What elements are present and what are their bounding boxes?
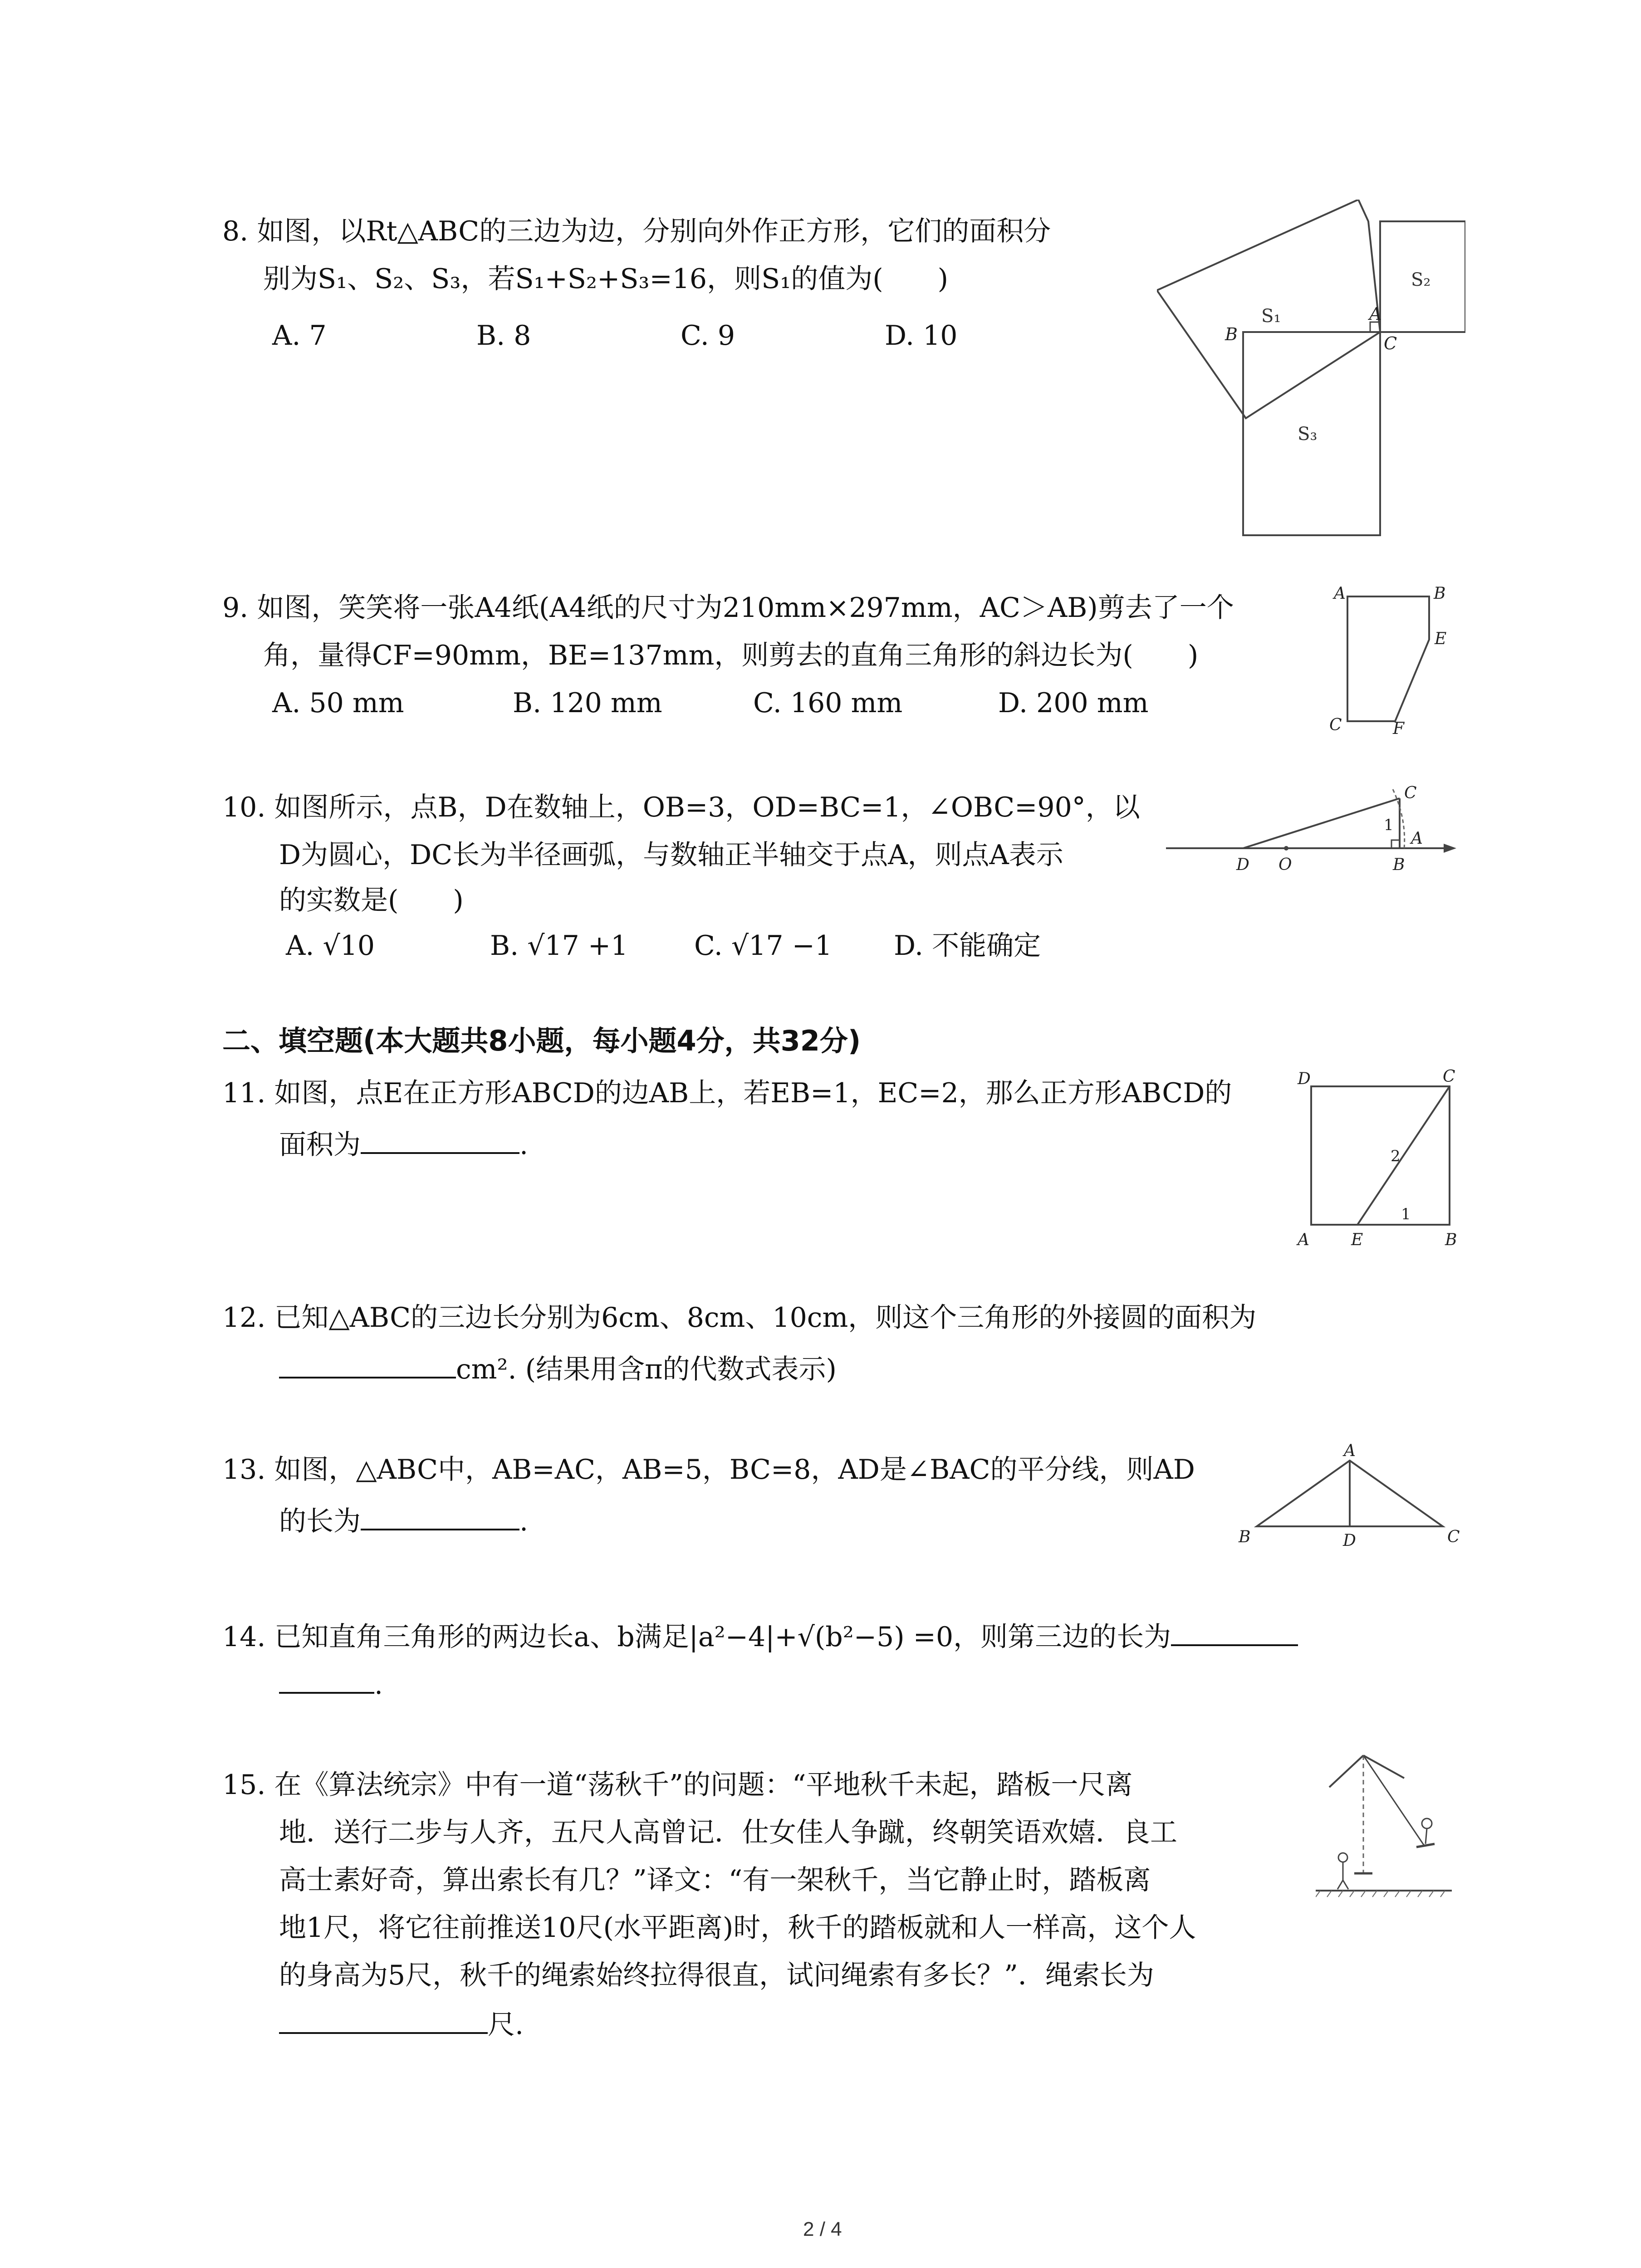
q10-option-d: D. 不能确定 [894, 930, 1041, 962]
q9-label-a: A [1334, 584, 1346, 603]
q8-figure-squares [1157, 200, 1465, 549]
q15-line-6 [279, 2005, 524, 2043]
q11-line-2 [279, 1125, 528, 1163]
q10-right-angle-mark [1391, 840, 1400, 848]
q15-ground-hatching [1316, 1891, 1445, 1897]
q15-line-2: 地．送行二步与人齐，五尺人高曾记．仕女佳人争蹴，终朝笑语欢嬉．良工 [279, 1817, 1177, 1848]
q14-answer-blank-part-1[interactable] [1171, 1617, 1298, 1646]
q10-option-c: C. √17 −1 [694, 930, 833, 962]
q8-label-b: B [1225, 324, 1238, 344]
q15-person-body [1425, 1828, 1427, 1844]
q10-arrow-head [1444, 844, 1456, 853]
q8-line-2: 别为S₁、S₂、S₃，若S₁+S₂+S₃=16，则S₁的值为( ) [263, 263, 949, 295]
q9-label-e: E [1435, 630, 1447, 648]
q15-figure-swing [1316, 1751, 1456, 1901]
q13-label-a: A [1344, 1442, 1356, 1460]
q12-answer-blank[interactable] [279, 1349, 456, 1378]
q10-option-a: A. √10 [286, 930, 375, 962]
q15-standing-person-leg-left [1337, 1880, 1343, 1889]
q10-label-a: A [1411, 829, 1423, 848]
q14-question-text: 14. 已知直角三角形的两边长a、b满足|a²−4|+√(b²−5) =0，则第三边的长为 [222, 1621, 1171, 1653]
q13-text-before-blank: 的长为 [279, 1505, 361, 1537]
q15-board-pushed [1416, 1844, 1435, 1847]
q13-figure-triangle [1234, 1442, 1470, 1551]
q12-line-2 [279, 1349, 837, 1388]
q8-label-c: C [1384, 333, 1397, 353]
q15-swing-frame-right [1363, 1755, 1404, 1778]
q10-label-one: 1 [1384, 816, 1394, 834]
q10-origin-dot [1284, 846, 1288, 850]
q10-line-2: D为圆心，DC长为半径画弧，与数轴正半轴交于点A，则点A表示 [279, 839, 1063, 871]
q11-figure-square [1288, 1066, 1465, 1252]
q12-text-after-blank: cm². (结果用含π的代数式表示) [456, 1354, 837, 1385]
q11-label-one: 1 [1401, 1205, 1411, 1223]
q15-standing-person-head-icon [1338, 1853, 1347, 1862]
q12-line-1: 12. 已知△ABC的三边长分别为6cm、8cm、10cm，则这个三角形的外接圆的面积为 [222, 1302, 1257, 1334]
q9-figure-a4-paper [1320, 581, 1465, 744]
q15-person-head-icon [1422, 1818, 1432, 1828]
q11-label-two: 2 [1391, 1147, 1401, 1165]
q8-label-s3: S₃ [1298, 424, 1318, 445]
page-number: 2 / 4 [803, 2218, 842, 2240]
q15-standing-person-leg-right [1343, 1880, 1348, 1889]
q9-line-2: 角，量得CF=90mm，BE=137mm，则剪去的直角三角形的斜边长为( ) [263, 640, 1199, 671]
q9-label-c: C [1329, 716, 1342, 734]
q11-segment-ec [1357, 1086, 1450, 1225]
q10-label-c: C [1404, 784, 1417, 802]
q9-paper-outline [1347, 596, 1429, 721]
q14-line-1 [222, 1617, 1298, 1655]
q11-text-after-blank: . [519, 1129, 529, 1161]
q13-text-after-blank: . [519, 1505, 529, 1537]
q10-label-b: B [1393, 855, 1405, 874]
q14-text-after-blank: . [374, 1669, 383, 1701]
q10-line-3: 的实数是( ) [279, 885, 464, 916]
q10-line-1: 10. 如图所示，点B，D在数轴上，OB=3，OD=BC=1，∠OBC=90°，以 [222, 792, 1140, 823]
q8-label-a: A [1369, 304, 1382, 324]
q11-square-abcd [1311, 1086, 1450, 1225]
q8-option-d: D. 10 [885, 320, 958, 352]
q13-line-2 [279, 1501, 528, 1540]
q15-line-1: 15. 在《算法统宗》中有一道“荡秋千”的问题：“平地秋千未起，踏板一尺离 [222, 1769, 1133, 1801]
q10-option-b: B. √17 +1 [490, 930, 628, 962]
q13-line-1: 13. 如图，△ABC中，AB=AC，AB=5，BC=8，AD是∠BAC的平分线，则AD [222, 1454, 1195, 1486]
q11-text-before-blank: 面积为 [279, 1129, 361, 1161]
q11-line-1: 11. 如图，点E在正方形ABCD的边AB上，若EB=1，EC=2，那么正方形ABCD的 [222, 1077, 1232, 1109]
q10-label-d: D [1236, 855, 1249, 874]
q8-option-a: A. 7 [272, 320, 327, 352]
q13-label-c: C [1447, 1528, 1460, 1546]
q9-label-b: B [1434, 584, 1446, 603]
q8-option-c: C. 9 [681, 320, 735, 352]
q15-line-4: 地1尺，将它往前推送10尺(水平距离)时，秋千的踏板就和人一样高，这个人 [279, 1912, 1196, 1944]
q11-label-e: E [1351, 1231, 1363, 1249]
q11-label-d: D [1298, 1070, 1311, 1088]
q10-segment-dc [1243, 798, 1400, 848]
q9-option-a: A. 50 mm [272, 687, 404, 719]
q9-option-d: D. 200 mm [998, 687, 1149, 719]
q11-answer-blank[interactable] [361, 1125, 519, 1154]
q13-label-d: D [1343, 1531, 1356, 1550]
q15-swing-frame-left [1329, 1755, 1363, 1787]
q9-label-f: F [1393, 719, 1404, 738]
q8-option-b: B. 8 [476, 320, 531, 352]
q13-answer-blank[interactable] [361, 1501, 519, 1530]
q11-label-a: A [1298, 1231, 1309, 1249]
q9-line-1: 9. 如图，笑笑将一张A4纸(A4纸的尺寸为210mm×297mm，AC＞AB)剪去了一个 [222, 592, 1234, 624]
q15-rope-pushed [1363, 1755, 1425, 1846]
q14-line-2 [279, 1665, 383, 1703]
q10-label-o: O [1279, 855, 1292, 874]
q8-label-s1: S₁ [1261, 306, 1281, 327]
q8-line-1: 8. 如图，以Rt△ABC的三边为边，分别向外作正方形，它们的面积分 [222, 215, 1051, 247]
q9-option-c: C. 160 mm [753, 687, 903, 719]
q11-label-c: C [1443, 1067, 1455, 1086]
q9-option-b: B. 120 mm [513, 687, 662, 719]
q10-figure-number-line [1166, 780, 1456, 880]
section-2-heading: 二、填空题(本大题共8小题，每小题4分，共32分) [222, 1024, 861, 1057]
q13-label-b: B [1239, 1528, 1251, 1546]
q11-label-b: B [1445, 1231, 1457, 1249]
q15-line-5: 的身高为5尺，秋千的绳索始终拉得很直，试问绳索有多长？”．绳索长为 [279, 1960, 1154, 1991]
q15-line-3: 高士素好奇，算出索长有几？”译文：“有一架秋千，当它静止时，踏板离 [279, 1864, 1151, 1896]
q8-label-s2: S₂ [1411, 269, 1431, 290]
q14-answer-blank-part-2[interactable] [279, 1665, 374, 1694]
q15-text-after-blank: 尺. [488, 2009, 524, 2041]
q15-answer-blank[interactable] [279, 2005, 488, 2034]
